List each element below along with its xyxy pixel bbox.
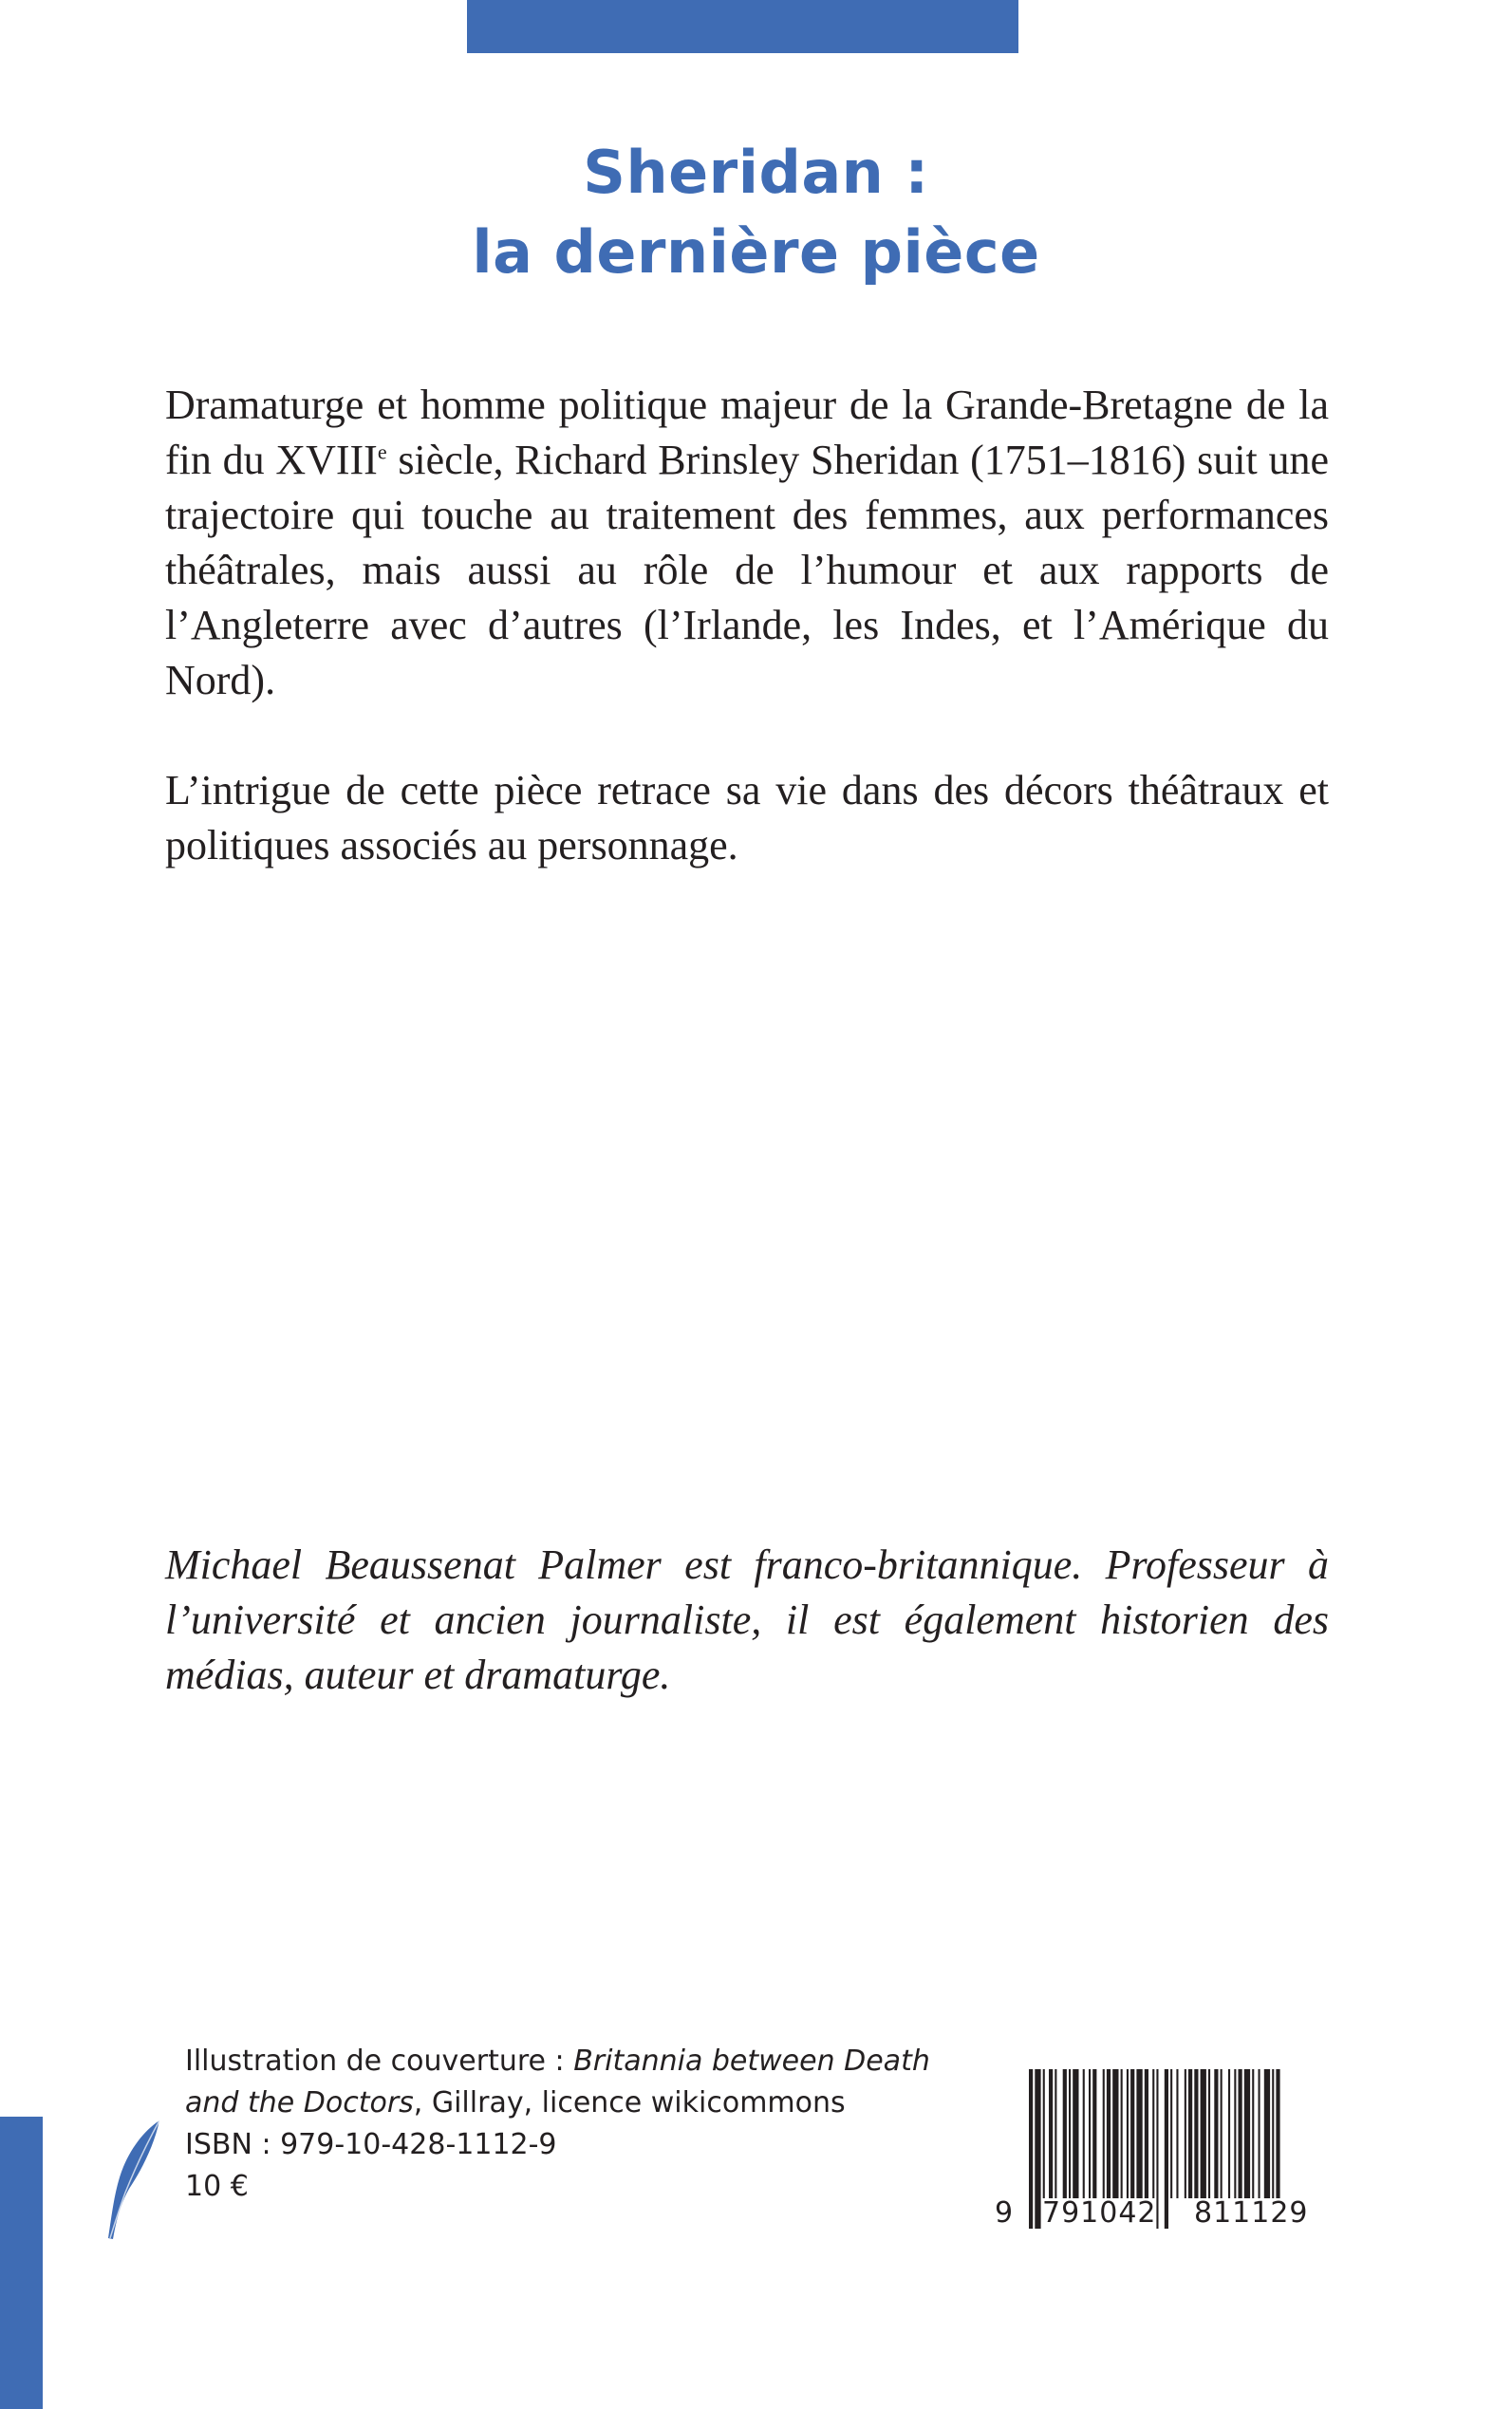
- barcode-bar: [1130, 2069, 1134, 2198]
- barcode-bar: [1103, 2069, 1105, 2198]
- century-superscript: e: [377, 439, 387, 464]
- illustration-label: Illustration de couverture :: [185, 2045, 574, 2078]
- price: 10 €: [185, 2170, 249, 2203]
- barcode-bar: [1228, 2069, 1230, 2198]
- barcode-left-group: 791042: [1042, 2196, 1157, 2230]
- illustration-title-part-2: and the Doctors: [185, 2086, 414, 2120]
- barcode-bar: [1069, 2069, 1071, 2198]
- barcode-bar: [1221, 2069, 1223, 2198]
- barcode-bar: [1185, 2069, 1186, 2198]
- barcode-bar: [1276, 2069, 1279, 2198]
- barcode-digits: [995, 2196, 1309, 2231]
- book-title-line-1: Sheridan :: [583, 138, 929, 207]
- barcode-bar: [1136, 2069, 1142, 2198]
- barcode-right-group: 811129: [1194, 2196, 1309, 2230]
- barcode-bar: [1239, 2069, 1242, 2198]
- illustration-credit-line-2: [185, 2082, 944, 2124]
- barcode-bar: [1208, 2069, 1210, 2198]
- barcode-bar: [1259, 2069, 1260, 2198]
- barcode-bar: [1049, 2069, 1053, 2198]
- top-accent-bar: [467, 0, 1018, 53]
- isbn: ISBN : 979-10-428-1112-9: [185, 2128, 557, 2161]
- barcode-bar: [1107, 2069, 1111, 2198]
- barcode-bar: [1073, 2069, 1078, 2198]
- barcode-bar: [1112, 2069, 1118, 2198]
- barcode-bar: [1188, 2069, 1192, 2198]
- barcode-bar: [1043, 2069, 1045, 2198]
- publication-info: [185, 2041, 944, 2208]
- barcode-bar: [1092, 2069, 1096, 2198]
- illustration-title-part-1: Britannia between Death: [573, 2045, 930, 2078]
- barcode-bar: [1201, 2069, 1206, 2198]
- illustration-credit-line-1: [185, 2041, 944, 2082]
- barcode-bar: [1145, 2069, 1148, 2198]
- barcode-bar: [1152, 2069, 1154, 2198]
- author-bio: Michael Beaussenat Palmer est franco-britannique. Professeur à l’université et ancien journaliste, il est également historien des médias, auteur et dramaturge.: [165, 1541, 1329, 1698]
- barcode-bar: [1170, 2069, 1172, 2198]
- barcode-bar: [1055, 2069, 1056, 2198]
- side-accent-bar: [0, 2117, 43, 2409]
- barcode-bar: [1264, 2069, 1270, 2198]
- summary-p1-text-a: Dramaturge et homme politique majeur de la Grande-Bretagne de la fin du XVIII: [165, 382, 1329, 483]
- barcode-bar: [1252, 2069, 1254, 2198]
- barcode-first-digit: 9: [995, 2196, 1015, 2230]
- book-summary: [165, 378, 1329, 873]
- summary-paragraph-2: L’intrigue de cette pièce retrace sa vie dans des décors théâtraux et politiques associés au personnage.: [165, 767, 1329, 868]
- barcode-bar: [1089, 2069, 1091, 2198]
- feather-quill-icon: [104, 2119, 163, 2242]
- barcode-bar: [1083, 2069, 1085, 2198]
- barcode-bar: [1127, 2069, 1129, 2198]
- book-title: [0, 133, 1512, 292]
- barcode-bar: [1244, 2069, 1250, 2198]
- barcode-bar: [1176, 2069, 1178, 2198]
- summary-p1-text-b: siècle, Richard Brinsley Sheridan (1751–1816) suit une trajectoire qui touche au traitement des femmes, aux performances théâtrales, mais aussi au rôle de l’humour et aux rapports de l’Angleterre avec d’autres (l’Irlande, les Indes, et l’Amérique du Nord).: [165, 437, 1329, 703]
- barcode-bar: [1194, 2069, 1198, 2198]
- barcode-bar: [1121, 2069, 1123, 2198]
- barcode-bar: [1234, 2069, 1236, 2198]
- barcode-bar: [1063, 2069, 1067, 2198]
- barcode-bar: [1272, 2069, 1274, 2198]
- book-title-line-2: la dernière pièce: [472, 217, 1040, 287]
- summary-paragraph-1: [165, 378, 1329, 708]
- illustration-credit: , Gillray, licence wikicommons: [413, 2086, 846, 2120]
- barcode-bar: [1214, 2069, 1218, 2198]
